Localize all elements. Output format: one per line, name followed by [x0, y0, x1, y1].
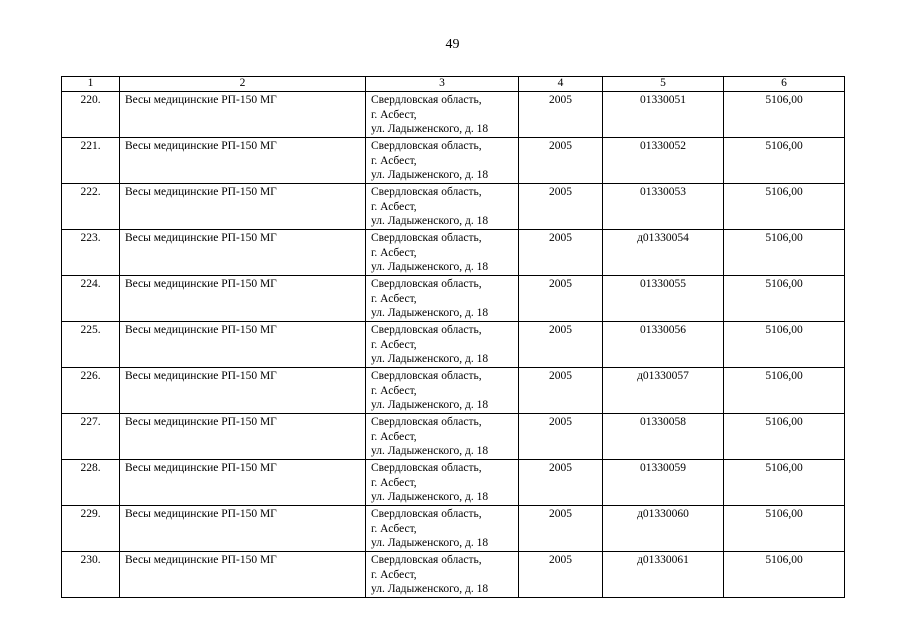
inventory-number: 01330058 [603, 414, 724, 460]
item-year: 2005 [519, 92, 603, 138]
address-line: Свердловская область, [371, 186, 482, 198]
item-cost: 5106,00 [724, 322, 845, 368]
item-address [366, 414, 519, 460]
item-cost: 5106,00 [724, 92, 845, 138]
item-name: Весы медицинские РП-150 МГ [120, 184, 366, 230]
row-number: 220. [62, 92, 120, 138]
row-number: 228. [62, 460, 120, 506]
table-row [62, 414, 845, 460]
inventory-number: 01330055 [603, 276, 724, 322]
item-year: 2005 [519, 414, 603, 460]
address-line: Свердловская область, [371, 94, 482, 106]
column-header: 3 [366, 77, 519, 92]
address-line: г. Асбест, [371, 338, 417, 351]
row-number: 225. [62, 322, 120, 368]
address-line: Свердловская область, [371, 462, 482, 474]
address-line: г. Асбест, [371, 292, 417, 305]
column-header: 5 [603, 77, 724, 92]
item-address [366, 230, 519, 276]
item-cost: 5106,00 [724, 460, 845, 506]
item-address [366, 552, 519, 598]
table-row [62, 184, 845, 230]
item-address [366, 138, 519, 184]
column-header: 4 [519, 77, 603, 92]
item-year: 2005 [519, 552, 603, 598]
inventory-number: д01330057 [603, 368, 724, 414]
table-header-row [62, 77, 845, 92]
item-name: Весы медицинские РП-150 МГ [120, 506, 366, 552]
address-line: Свердловская область, [371, 232, 482, 244]
item-cost: 5106,00 [724, 138, 845, 184]
row-number: 229. [62, 506, 120, 552]
table-row [62, 230, 845, 276]
item-year: 2005 [519, 322, 603, 368]
address-line: Свердловская область, [371, 416, 482, 428]
table-row [62, 460, 845, 506]
item-address [366, 184, 519, 230]
row-number: 224. [62, 276, 120, 322]
item-name: Весы медицинские РП-150 МГ [120, 460, 366, 506]
row-number: 230. [62, 552, 120, 598]
item-name: Весы медицинские РП-150 МГ [120, 92, 366, 138]
item-address [366, 460, 519, 506]
address-line: г. Асбест, [371, 568, 417, 581]
item-address [366, 368, 519, 414]
table-row [62, 506, 845, 552]
address-line: ул. Ладыженского, д. 18 [371, 353, 489, 366]
address-line: ул. Ладыженского, д. 18 [371, 215, 489, 228]
address-line: г. Асбест, [371, 246, 417, 259]
row-number: 226. [62, 368, 120, 414]
item-name: Весы медицинские РП-150 МГ [120, 230, 366, 276]
table-row [62, 322, 845, 368]
column-header: 6 [724, 77, 845, 92]
address-line: Свердловская область, [371, 140, 482, 152]
address-line: ул. Ладыженского, д. 18 [371, 445, 489, 458]
item-year: 2005 [519, 230, 603, 276]
table-body [62, 92, 845, 598]
item-cost: 5106,00 [724, 506, 845, 552]
column-header: 1 [62, 77, 120, 92]
table-row [62, 276, 845, 322]
address-line: ул. Ладыженского, д. 18 [371, 583, 489, 596]
address-line: Свердловская область, [371, 370, 482, 382]
item-year: 2005 [519, 184, 603, 230]
property-table [61, 76, 845, 598]
address-line: ул. Ладыженского, д. 18 [371, 399, 489, 412]
address-line: ул. Ладыженского, д. 18 [371, 261, 489, 274]
inventory-number: д01330061 [603, 552, 724, 598]
inventory-number: 01330052 [603, 138, 724, 184]
item-cost: 5106,00 [724, 230, 845, 276]
item-name: Весы медицинские РП-150 МГ [120, 276, 366, 322]
table-row [62, 552, 845, 598]
item-address [366, 506, 519, 552]
item-cost: 5106,00 [724, 276, 845, 322]
page-number: 49 [445, 37, 460, 52]
table-row [62, 368, 845, 414]
item-cost: 5106,00 [724, 368, 845, 414]
table-row [62, 138, 845, 184]
inventory-number: 01330059 [603, 460, 724, 506]
row-number: 221. [62, 138, 120, 184]
address-line: ул. Ладыженского, д. 18 [371, 307, 489, 320]
column-header: 2 [120, 77, 366, 92]
address-line: ул. Ладыженского, д. 18 [371, 537, 489, 550]
row-number: 223. [62, 230, 120, 276]
item-year: 2005 [519, 276, 603, 322]
item-year: 2005 [519, 368, 603, 414]
inventory-number: 01330056 [603, 322, 724, 368]
address-line: г. Асбест, [371, 384, 417, 397]
inventory-number: 01330051 [603, 92, 724, 138]
inventory-number: д01330060 [603, 506, 724, 552]
address-line: Свердловская область, [371, 324, 482, 336]
item-year: 2005 [519, 138, 603, 184]
row-number: 227. [62, 414, 120, 460]
address-line: г. Асбест, [371, 476, 417, 489]
address-line: г. Асбест, [371, 154, 417, 167]
address-line: г. Асбест, [371, 108, 417, 121]
item-year: 2005 [519, 460, 603, 506]
item-address [366, 322, 519, 368]
item-name: Весы медицинские РП-150 МГ [120, 368, 366, 414]
address-line: Свердловская область, [371, 554, 482, 566]
item-name: Весы медицинские РП-150 МГ [120, 414, 366, 460]
row-number: 222. [62, 184, 120, 230]
address-line: ул. Ладыженского, д. 18 [371, 123, 489, 136]
address-line: г. Асбест, [371, 200, 417, 213]
address-line: г. Асбест, [371, 430, 417, 443]
item-address [366, 92, 519, 138]
address-line: ул. Ладыженского, д. 18 [371, 169, 489, 182]
address-line: Свердловская область, [371, 278, 482, 290]
item-year: 2005 [519, 506, 603, 552]
item-cost: 5106,00 [724, 184, 845, 230]
item-address [366, 276, 519, 322]
address-line: г. Асбест, [371, 522, 417, 535]
item-cost: 5106,00 [724, 414, 845, 460]
inventory-number: д01330054 [603, 230, 724, 276]
item-name: Весы медицинские РП-150 МГ [120, 552, 366, 598]
item-cost: 5106,00 [724, 552, 845, 598]
address-line: ул. Ладыженского, д. 18 [371, 491, 489, 504]
item-name: Весы медицинские РП-150 МГ [120, 138, 366, 184]
item-name: Весы медицинские РП-150 МГ [120, 322, 366, 368]
address-line: Свердловская область, [371, 508, 482, 520]
inventory-number: 01330053 [603, 184, 724, 230]
table-row [62, 92, 845, 138]
